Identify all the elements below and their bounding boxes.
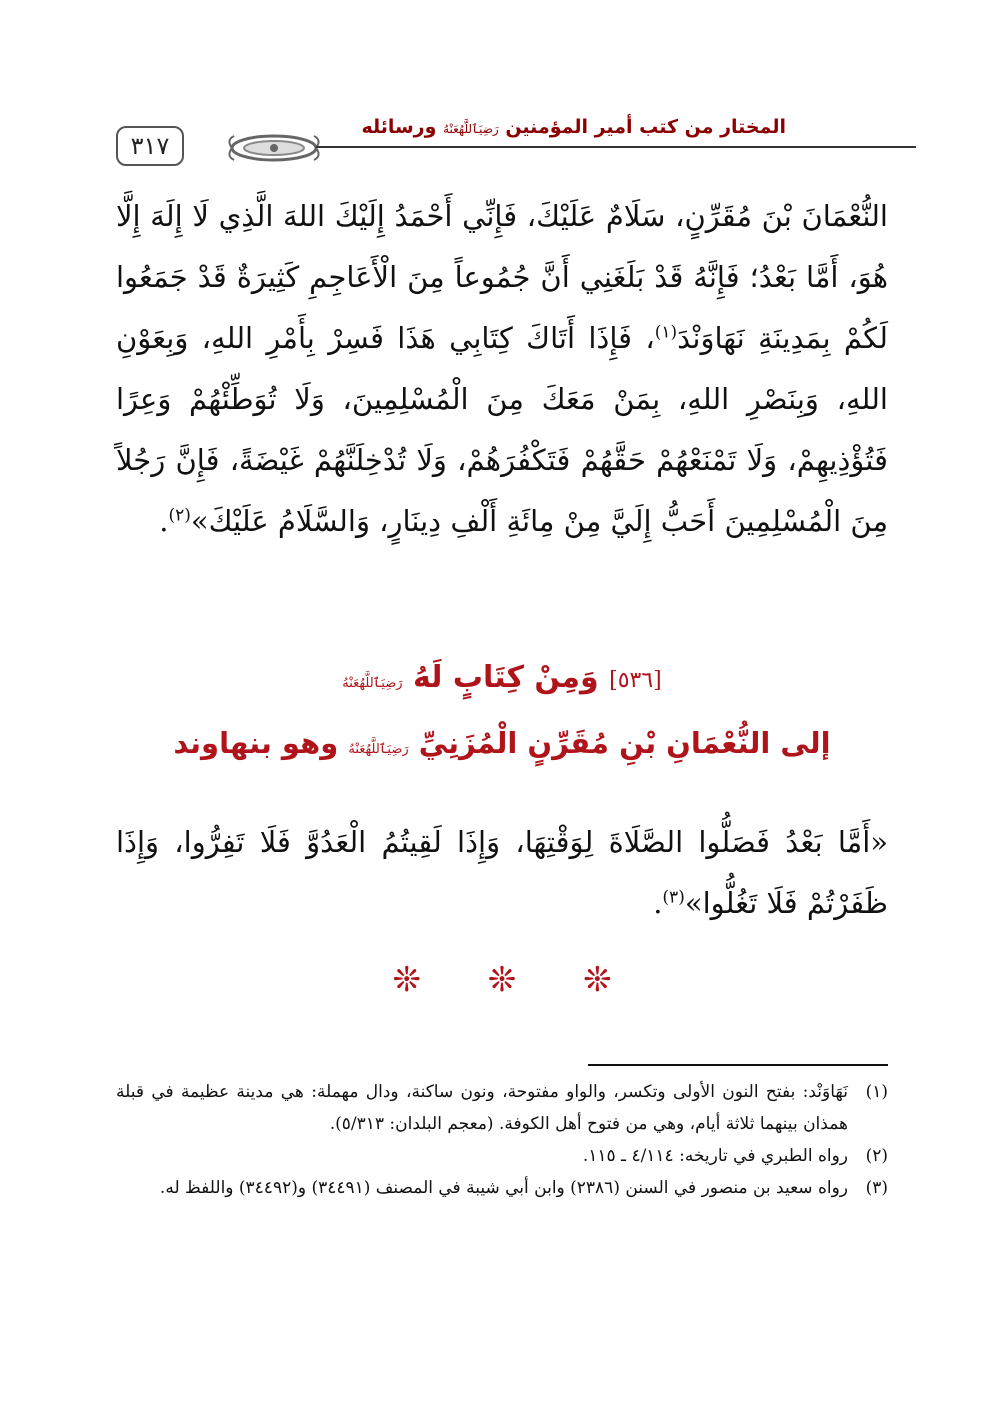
heading-line-2 [116, 712, 888, 781]
footnote-text: رواه الطبري في تاريخه: ٤/١١٤ ـ ١١٥. [582, 1146, 848, 1166]
page-header [116, 112, 916, 172]
footnote [116, 1076, 888, 1140]
footnote-ref-2: (٢) [168, 505, 191, 526]
footnote [116, 1140, 888, 1172]
section-heading [116, 650, 888, 781]
section-number: [٥٣٦] [609, 668, 662, 693]
running-title [361, 116, 786, 138]
letter-paragraph [116, 812, 888, 934]
page-number: ٣١٧ [116, 126, 184, 166]
paragraph-text-continued: ، فَإِذَا أَتَاكَ كِتَابِي هَذَا فَسِرْ بِأَمْرِ اللهِ، وَبِعَوْنِ اللهِ، وَبِنَصْرِ اللهِ، بِمَنْ مَعَكَ مِنَ الْمُسْلِمِينَ، وَلَا تُوَطِّئْهُمْ وَعِرًا فَتُؤْذِيهِمْ، وَلَا تَمْنَعْهُمْ حَقَّهُمْ فَتَكْفُرَهُمْ، وَلَا تُدْخِلَنَّهُمْ غَيْضَةً، فَإِنَّ رَجُلاً مِنَ الْمُسْلِمِينَ أَحَبُّ إِلَيَّ مِنْ مِائَةِ أَلْفِ دِينَارٍ، وَالسَّلَامُ عَلَيْكَ» [116, 321, 888, 538]
letter-text: «أَمَّا بَعْدُ فَصَلُّوا الصَّلَاةَ لِوَقْتِهَا، وَإِذَا لَقِيتُمُ الْعَدُوَّ فَلَا تَفِرُّوا، وَإِذَا ظَفَرْتُمْ فَلَا تَغُلُّوا» [116, 825, 888, 920]
main-paragraph [116, 186, 888, 552]
footnote [116, 1172, 888, 1204]
footnote-ref-1: (١) [654, 322, 678, 343]
heading-honorific-2: رَضِيَٱللَّهُعَنْهُ [348, 742, 409, 757]
heading-location: وهو بنهاوند [173, 726, 339, 760]
paragraph-end: . [159, 504, 169, 538]
running-title-suffix: ورسائله [361, 116, 437, 138]
star-icon: ❊ [392, 960, 421, 1000]
footnote-number: (١) [865, 1082, 888, 1102]
heading-title: وَمِنْ كِتَابٍ لَهُ [412, 660, 599, 695]
letter-end: . [653, 886, 663, 920]
footnote-separator [588, 1064, 888, 1066]
footnote-number: (٣) [865, 1178, 888, 1198]
running-title-text: المختار من كتب أمير المؤمنين [505, 116, 786, 138]
header-rule [316, 146, 916, 148]
footnote-text: رواه سعيد بن منصور في السنن (٢٣٨٦) وابن أبي شيبة في المصنف (٣٤٤٩١) و(٣٤٤٩٢) واللفظ له. [159, 1178, 848, 1198]
honorific: رَضِيَٱللَّهُعَنْهُ [443, 122, 499, 136]
footnotes [116, 1076, 888, 1204]
ornament-icon [224, 130, 324, 166]
section-divider [116, 960, 888, 1000]
star-icon: ❊ [487, 960, 517, 1000]
footnote-number: (٢) [865, 1146, 888, 1166]
heading-recipient: إلى النُّعْمَانِ بْنِ مُقَرِّنٍ الْمُزَنِيِّ [418, 726, 831, 760]
paragraph-text: النُّعْمَانَ بْنَ مُقَرِّنٍ، سَلَامٌ عَلَيْكَ، فَإِنِّي أَحْمَدُ إِلَيْكَ اللهَ الَّذِي لَا إِلَهَ إِلَّا هُوَ، أَمَّا بَعْدُ؛ فَإِنَّهُ قَدْ بَلَغَنِي أَنَّ جُمُوعاً مِنَ الْأَعَاجِمِ كَثِيرَةٌ قَدْ جَمَعُوا لَكُمْ بِمَدِينَةِ نَهَاوَنْدَ [116, 199, 889, 355]
heading-line-1 [116, 650, 888, 712]
footnote-ref-3: (٣) [662, 887, 685, 908]
footnote-text: نَهَاوَنْد: بفتح النون الأولى وتكسر، والواو مفتوحة، ونون ساكنة، ودال مهملة: هي مدينة عظيمة في قبلة همذان بينهما ثلاثة أيام، وهي من فتوح أهل الكوفة. (معجم البلدان: ٥/٣١٣). [116, 1082, 848, 1134]
star-icon: ❊ [583, 960, 612, 1000]
heading-honorific: رَضِيَٱللَّهُعَنْهُ [342, 676, 403, 691]
